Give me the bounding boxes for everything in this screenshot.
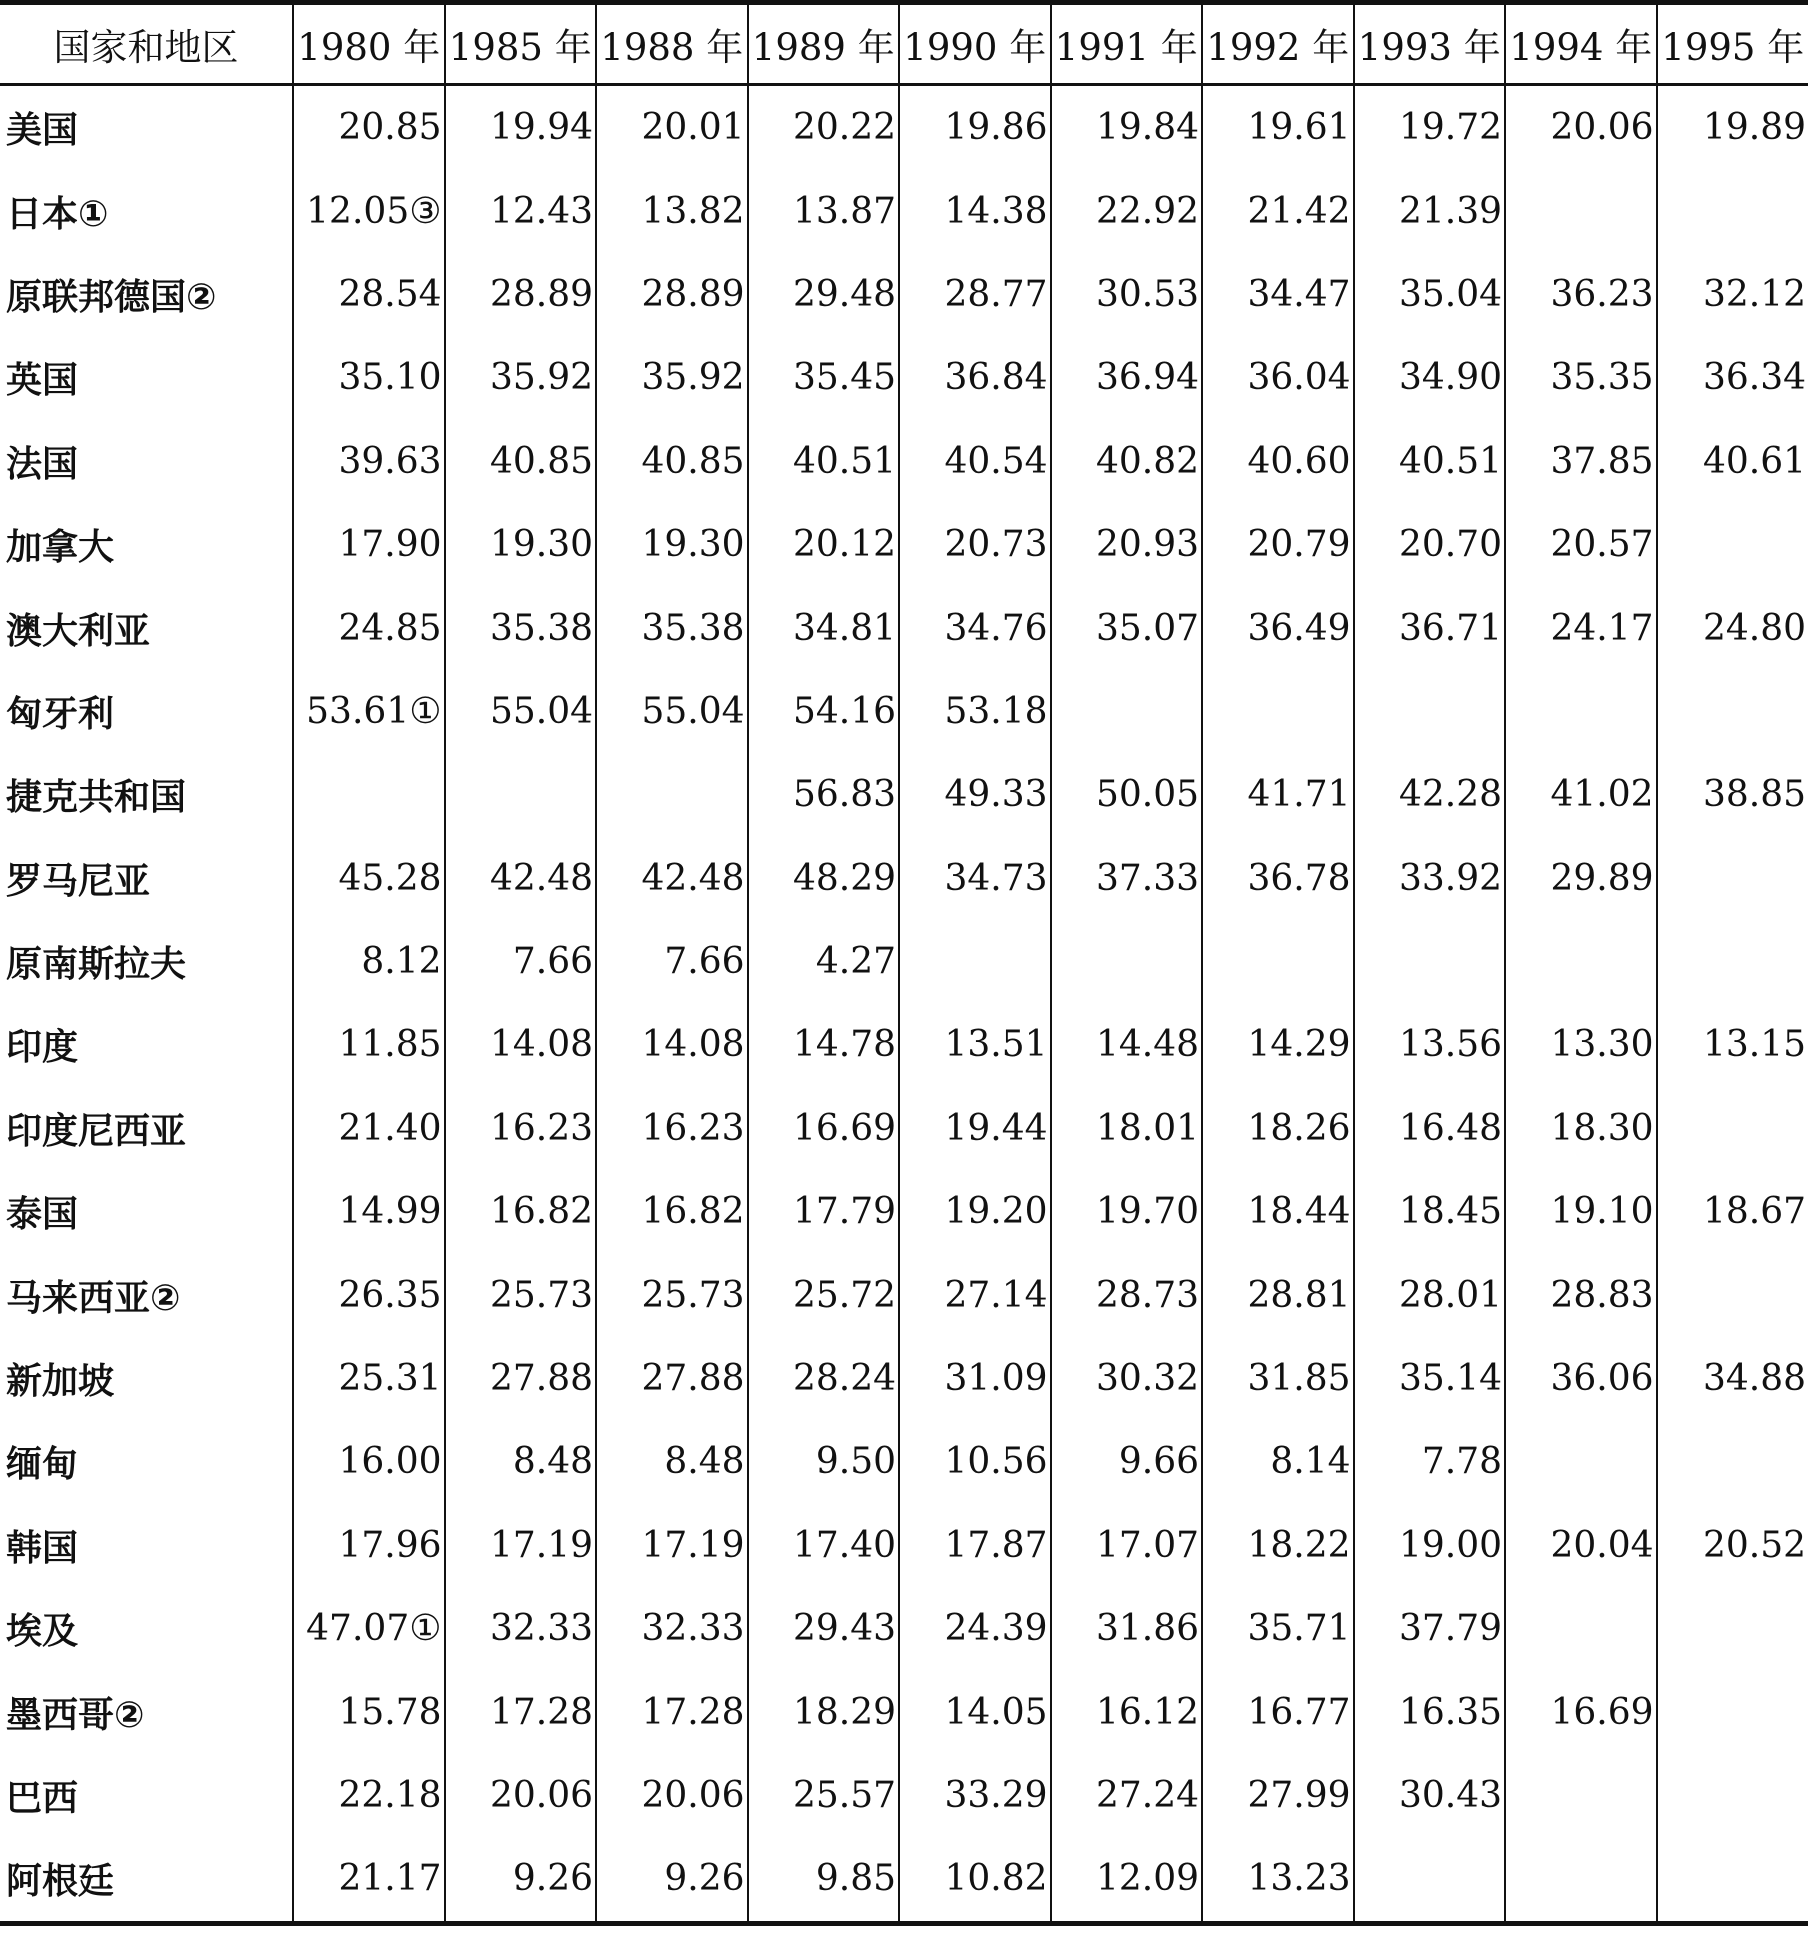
- table-cell: 56.83: [748, 753, 900, 836]
- column-header-year: 1993 年: [1354, 3, 1506, 85]
- table-cell: 36.49: [1202, 586, 1354, 669]
- table-cell: 54.16: [748, 670, 900, 753]
- table-cell: 30.32: [1051, 1337, 1203, 1420]
- table-cell: 7.66: [596, 920, 748, 1003]
- table-cell: 31.86: [1051, 1587, 1203, 1670]
- column-header-country: 国家和地区: [0, 3, 293, 85]
- table-cell: 19.89: [1657, 85, 1808, 170]
- table-cell: 24.80: [1657, 586, 1808, 669]
- header-row: [0, 3, 1808, 85]
- table-cell: 35.92: [445, 336, 597, 419]
- table-cell: 18.67: [1657, 1170, 1808, 1253]
- row-label: 澳大利亚: [6, 610, 151, 652]
- table-cell: 21.17: [293, 1837, 445, 1923]
- table-cell: 25.73: [445, 1253, 597, 1336]
- table-cell: [293, 753, 445, 836]
- table-cell: 20.73: [899, 503, 1051, 586]
- table-cell: 17.07: [1051, 1504, 1203, 1587]
- table-cell: 17.28: [596, 1670, 748, 1753]
- table-cell: 28.01: [1354, 1253, 1506, 1336]
- column-header-year: 1990 年: [899, 3, 1051, 85]
- column-header-year: 1992 年: [1202, 3, 1354, 85]
- table-cell: 28.73: [1051, 1253, 1203, 1336]
- table-cell: 33.92: [1354, 837, 1506, 920]
- table-cell: 7.78: [1354, 1420, 1506, 1503]
- table-cell: 20.79: [1202, 503, 1354, 586]
- row-label: 缅甸: [6, 1444, 79, 1486]
- table-cell: [1657, 1754, 1808, 1837]
- table-cell: [1505, 1837, 1657, 1923]
- table-cell: 19.84: [1051, 85, 1203, 170]
- table-cell: [1505, 1420, 1657, 1503]
- table-cell: 41.02: [1505, 753, 1657, 836]
- table-cell: 34.81: [748, 586, 900, 669]
- table-cell: 28.77: [899, 253, 1051, 336]
- table-cell: 34.88: [1657, 1337, 1808, 1420]
- table-row: [0, 169, 1808, 252]
- table-cell: [1051, 920, 1203, 1003]
- table-cell: 24.85: [293, 586, 445, 669]
- row-label: 新加坡: [6, 1361, 115, 1403]
- column-header-year: 1988 年: [596, 3, 748, 85]
- table-cell: 48.29: [748, 837, 900, 920]
- table-cell: 19.00: [1354, 1504, 1506, 1587]
- table-cell: 9.66: [1051, 1420, 1203, 1503]
- table-row: [0, 920, 1808, 1003]
- table-cell: 37.79: [1354, 1587, 1506, 1670]
- table-cell: 16.00: [293, 1420, 445, 1503]
- table-cell: [1202, 670, 1354, 753]
- table-cell: 35.04: [1354, 253, 1506, 336]
- table-cell: 36.84: [899, 336, 1051, 419]
- table-row: [0, 336, 1808, 419]
- table-cell: 20.06: [445, 1754, 597, 1837]
- table-cell: 36.06: [1505, 1337, 1657, 1420]
- table-cell: 28.81: [1202, 1253, 1354, 1336]
- table-cell: 8.48: [445, 1420, 597, 1503]
- table-cell: 29.43: [748, 1587, 900, 1670]
- table-row: [0, 1003, 1808, 1086]
- table-cell: 32.33: [445, 1587, 597, 1670]
- table-cell: 17.19: [445, 1504, 597, 1587]
- table-cell: 12.05③: [293, 169, 445, 252]
- table-cell: 13.51: [899, 1003, 1051, 1086]
- table-cell: 10.56: [899, 1420, 1051, 1503]
- table-cell: [1657, 837, 1808, 920]
- table-row: [0, 420, 1808, 503]
- table-cell: 14.48: [1051, 1003, 1203, 1086]
- table-cell: 28.83: [1505, 1253, 1657, 1336]
- table-row: [0, 1170, 1808, 1253]
- table-cell: 16.35: [1354, 1670, 1506, 1753]
- row-label: 法国: [6, 443, 79, 485]
- table-cell: 16.48: [1354, 1087, 1506, 1170]
- table-cell: [445, 753, 597, 836]
- table-row: [0, 85, 1808, 170]
- table-cell: 31.85: [1202, 1337, 1354, 1420]
- table-cell: 36.78: [1202, 837, 1354, 920]
- table-cell: 26.35: [293, 1253, 445, 1336]
- table-cell: 42.48: [596, 837, 748, 920]
- table-cell: 16.23: [445, 1087, 597, 1170]
- table-cell: 40.82: [1051, 420, 1203, 503]
- table-cell: 16.82: [445, 1170, 597, 1253]
- table-cell: 18.29: [748, 1670, 900, 1753]
- row-label: 韩国: [6, 1527, 79, 1569]
- table-cell: 27.99: [1202, 1754, 1354, 1837]
- column-header-year: 1994 年: [1505, 3, 1657, 85]
- row-label: 墨西哥②: [6, 1694, 145, 1736]
- row-label: 日本①: [6, 193, 109, 235]
- table-cell: 36.71: [1354, 586, 1506, 669]
- table-cell: 19.44: [899, 1087, 1051, 1170]
- table-cell: 37.33: [1051, 837, 1203, 920]
- table-cell: 20.70: [1354, 503, 1506, 586]
- table-cell: 40.51: [748, 420, 900, 503]
- table-cell: 49.33: [899, 753, 1051, 836]
- table-cell: [1657, 169, 1808, 252]
- row-label: 匈牙利: [6, 693, 115, 735]
- table-body: [0, 85, 1808, 1924]
- row-label: 泰国: [6, 1194, 79, 1236]
- table-cell: 14.38: [899, 169, 1051, 252]
- table-cell: 13.82: [596, 169, 748, 252]
- table-row: [0, 1253, 1808, 1336]
- table-row: [0, 1837, 1808, 1923]
- table-cell: 22.92: [1051, 169, 1203, 252]
- table-cell: 19.94: [445, 85, 597, 170]
- table-row: [0, 1754, 1808, 1837]
- table-header: [0, 3, 1808, 85]
- row-label: 印度: [6, 1027, 79, 1069]
- row-label: 加拿大: [6, 527, 115, 569]
- table-cell: 11.85: [293, 1003, 445, 1086]
- row-label: 原联邦德国②: [6, 276, 217, 318]
- row-label: 巴西: [6, 1778, 79, 1819]
- row-label: 阿根廷: [6, 1861, 115, 1903]
- table-cell: 16.69: [1505, 1670, 1657, 1753]
- table-cell: 29.89: [1505, 837, 1657, 920]
- table-cell: 13.15: [1657, 1003, 1808, 1086]
- table-cell: 14.08: [596, 1003, 748, 1086]
- table-cell: 20.85: [293, 85, 445, 170]
- table-cell: 18.44: [1202, 1170, 1354, 1253]
- table-cell: 47.07①: [293, 1587, 445, 1670]
- table-cell: 20.06: [596, 1754, 748, 1837]
- column-header-year: 1989 年: [748, 3, 900, 85]
- table-cell: 18.22: [1202, 1504, 1354, 1587]
- table-cell: 42.48: [445, 837, 597, 920]
- table-cell: 41.71: [1202, 753, 1354, 836]
- table-cell: [1051, 670, 1203, 753]
- table-cell: 16.12: [1051, 1670, 1203, 1753]
- table-cell: 19.61: [1202, 85, 1354, 170]
- table-cell: 40.54: [899, 420, 1051, 503]
- table-cell: 21.40: [293, 1087, 445, 1170]
- row-label: 埃及: [6, 1611, 79, 1653]
- table-cell: 36.34: [1657, 336, 1808, 419]
- row-label: 美国: [6, 110, 79, 152]
- table-cell: [1505, 920, 1657, 1003]
- table-cell: 16.82: [596, 1170, 748, 1253]
- row-label: 马来西亚②: [6, 1277, 181, 1319]
- table-cell: [1657, 920, 1808, 1003]
- table-cell: [1505, 1754, 1657, 1837]
- table-cell: 14.29: [1202, 1003, 1354, 1086]
- table-cell: 21.39: [1354, 169, 1506, 252]
- table-cell: [596, 753, 748, 836]
- table-cell: 18.26: [1202, 1087, 1354, 1170]
- table-cell: 25.73: [596, 1253, 748, 1336]
- table-cell: 4.27: [748, 920, 900, 1003]
- table-cell: [1202, 920, 1354, 1003]
- table-row: [0, 837, 1808, 920]
- table-cell: 28.89: [445, 253, 597, 336]
- table-cell: 17.19: [596, 1504, 748, 1587]
- table-cell: 35.07: [1051, 586, 1203, 669]
- table-cell: 12.09: [1051, 1837, 1203, 1923]
- table-cell: 24.17: [1505, 586, 1657, 669]
- table-cell: 9.85: [748, 1837, 900, 1923]
- table-cell: 55.04: [445, 670, 597, 753]
- column-header-year: 1995 年: [1657, 3, 1808, 85]
- table-row: [0, 1337, 1808, 1420]
- table-cell: 18.30: [1505, 1087, 1657, 1170]
- table-cell: 14.99: [293, 1170, 445, 1253]
- table-row: [0, 1087, 1808, 1170]
- table-cell: 35.35: [1505, 336, 1657, 419]
- table-cell: 17.40: [748, 1504, 900, 1587]
- table-cell: 20.04: [1505, 1504, 1657, 1587]
- table-cell: 30.43: [1354, 1754, 1506, 1837]
- table-cell: 8.48: [596, 1420, 748, 1503]
- column-header-year: 1985 年: [445, 3, 597, 85]
- table-cell: 20.06: [1505, 85, 1657, 170]
- table-cell: 19.72: [1354, 85, 1506, 170]
- table-cell: [1657, 503, 1808, 586]
- table-cell: 53.18: [899, 670, 1051, 753]
- table-cell: 35.38: [596, 586, 748, 669]
- table-cell: 19.30: [445, 503, 597, 586]
- table-cell: 27.24: [1051, 1754, 1203, 1837]
- table-cell: 32.33: [596, 1587, 748, 1670]
- table-cell: 8.12: [293, 920, 445, 1003]
- table-cell: 34.47: [1202, 253, 1354, 336]
- table-cell: 25.72: [748, 1253, 900, 1336]
- table-cell: 40.85: [596, 420, 748, 503]
- table-cell: 17.28: [445, 1670, 597, 1753]
- table-cell: 9.50: [748, 1420, 900, 1503]
- table-cell: 53.61①: [293, 670, 445, 753]
- table-cell: 36.23: [1505, 253, 1657, 336]
- table-row: [0, 1420, 1808, 1503]
- table-cell: 7.66: [445, 920, 597, 1003]
- table-cell: 36.04: [1202, 336, 1354, 419]
- table-cell: 35.10: [293, 336, 445, 419]
- column-header-year: 1980 年: [293, 3, 445, 85]
- table-cell: 14.08: [445, 1003, 597, 1086]
- table-cell: 40.60: [1202, 420, 1354, 503]
- table-cell: 20.93: [1051, 503, 1203, 586]
- table-cell: 17.79: [748, 1170, 900, 1253]
- table-cell: 13.23: [1202, 1837, 1354, 1923]
- table-cell: [1657, 1837, 1808, 1923]
- table-cell: 35.45: [748, 336, 900, 419]
- table-cell: 25.31: [293, 1337, 445, 1420]
- table-cell: 19.86: [899, 85, 1051, 170]
- row-label: 印度尼西亚: [6, 1110, 187, 1152]
- table-cell: 27.88: [445, 1337, 597, 1420]
- table-cell: 18.01: [1051, 1087, 1203, 1170]
- row-label: 英国: [6, 360, 79, 402]
- table-cell: 20.22: [748, 85, 900, 170]
- table-cell: [1657, 1253, 1808, 1336]
- table-cell: [1657, 1087, 1808, 1170]
- table-cell: 17.96: [293, 1504, 445, 1587]
- table-cell: [1505, 169, 1657, 252]
- table-cell: 14.78: [748, 1003, 900, 1086]
- table-cell: 22.18: [293, 1754, 445, 1837]
- table-row: [0, 253, 1808, 336]
- table-cell: 42.28: [1354, 753, 1506, 836]
- table-cell: 9.26: [445, 1837, 597, 1923]
- table-cell: 19.30: [596, 503, 748, 586]
- table-cell: 28.24: [748, 1337, 900, 1420]
- table-cell: 16.69: [748, 1087, 900, 1170]
- column-header-year: 1991 年: [1051, 3, 1203, 85]
- table-cell: 37.85: [1505, 420, 1657, 503]
- table-cell: 17.90: [293, 503, 445, 586]
- table-cell: [1354, 1837, 1506, 1923]
- table-row: [0, 503, 1808, 586]
- table-cell: 34.76: [899, 586, 1051, 669]
- table-cell: [1657, 1587, 1808, 1670]
- table-cell: 9.26: [596, 1837, 748, 1923]
- table-cell: 19.20: [899, 1170, 1051, 1253]
- table-cell: 14.05: [899, 1670, 1051, 1753]
- table-cell: 40.51: [1354, 420, 1506, 503]
- table-cell: 19.10: [1505, 1170, 1657, 1253]
- row-label: 原南斯拉夫: [6, 944, 187, 986]
- table-cell: [1657, 1420, 1808, 1503]
- table-cell: 39.63: [293, 420, 445, 503]
- table-cell: 19.70: [1051, 1170, 1203, 1253]
- table-cell: 21.42: [1202, 169, 1354, 252]
- table-cell: 13.87: [748, 169, 900, 252]
- table-cell: [1657, 670, 1808, 753]
- table-cell: 35.14: [1354, 1337, 1506, 1420]
- table-cell: 31.09: [899, 1337, 1051, 1420]
- row-label: 罗马尼亚: [6, 860, 151, 902]
- table-row: [0, 1504, 1808, 1587]
- table-cell: [899, 920, 1051, 1003]
- table-cell: 35.71: [1202, 1587, 1354, 1670]
- table-cell: 17.87: [899, 1504, 1051, 1587]
- table-cell: 15.78: [293, 1670, 445, 1753]
- table-cell: [1657, 1670, 1808, 1753]
- table-cell: 12.43: [445, 169, 597, 252]
- table-cell: 8.14: [1202, 1420, 1354, 1503]
- table-cell: 20.12: [748, 503, 900, 586]
- table-cell: 27.14: [899, 1253, 1051, 1336]
- table-cell: 30.53: [1051, 253, 1203, 336]
- table-cell: 35.38: [445, 586, 597, 669]
- table-cell: 28.54: [293, 253, 445, 336]
- table-cell: 25.57: [748, 1754, 900, 1837]
- table-cell: [1354, 920, 1506, 1003]
- table-cell: 50.05: [1051, 753, 1203, 836]
- table-cell: 18.45: [1354, 1170, 1506, 1253]
- table-cell: 35.92: [596, 336, 748, 419]
- table-cell: 27.88: [596, 1337, 748, 1420]
- table-cell: 40.85: [445, 420, 597, 503]
- table-cell: 40.61: [1657, 420, 1808, 503]
- table-cell: 32.12: [1657, 253, 1808, 336]
- table-cell: [1505, 1587, 1657, 1670]
- table-row: [0, 586, 1808, 669]
- table-cell: 24.39: [899, 1587, 1051, 1670]
- table-row: [0, 1587, 1808, 1670]
- table-cell: [1354, 670, 1506, 753]
- table-cell: 34.90: [1354, 336, 1506, 419]
- table-cell: [1505, 670, 1657, 753]
- table-cell: 33.29: [899, 1754, 1051, 1837]
- table-cell: 20.52: [1657, 1504, 1808, 1587]
- table-cell: 10.82: [899, 1837, 1051, 1923]
- table-cell: 16.77: [1202, 1670, 1354, 1753]
- table-cell: 16.23: [596, 1087, 748, 1170]
- table-cell: 29.48: [748, 253, 900, 336]
- table-cell: 34.73: [899, 837, 1051, 920]
- table-cell: 13.56: [1354, 1003, 1506, 1086]
- table-cell: 36.94: [1051, 336, 1203, 419]
- table-cell: 20.01: [596, 85, 748, 170]
- table-cell: 28.89: [596, 253, 748, 336]
- table-cell: 20.57: [1505, 503, 1657, 586]
- table-cell: 38.85: [1657, 753, 1808, 836]
- row-label: 捷克共和国: [6, 777, 187, 819]
- table-row: [0, 670, 1808, 753]
- table-row: [0, 1670, 1808, 1753]
- table-cell: 13.30: [1505, 1003, 1657, 1086]
- table-cell: 55.04: [596, 670, 748, 753]
- table-row: [0, 753, 1808, 836]
- table-cell: 45.28: [293, 837, 445, 920]
